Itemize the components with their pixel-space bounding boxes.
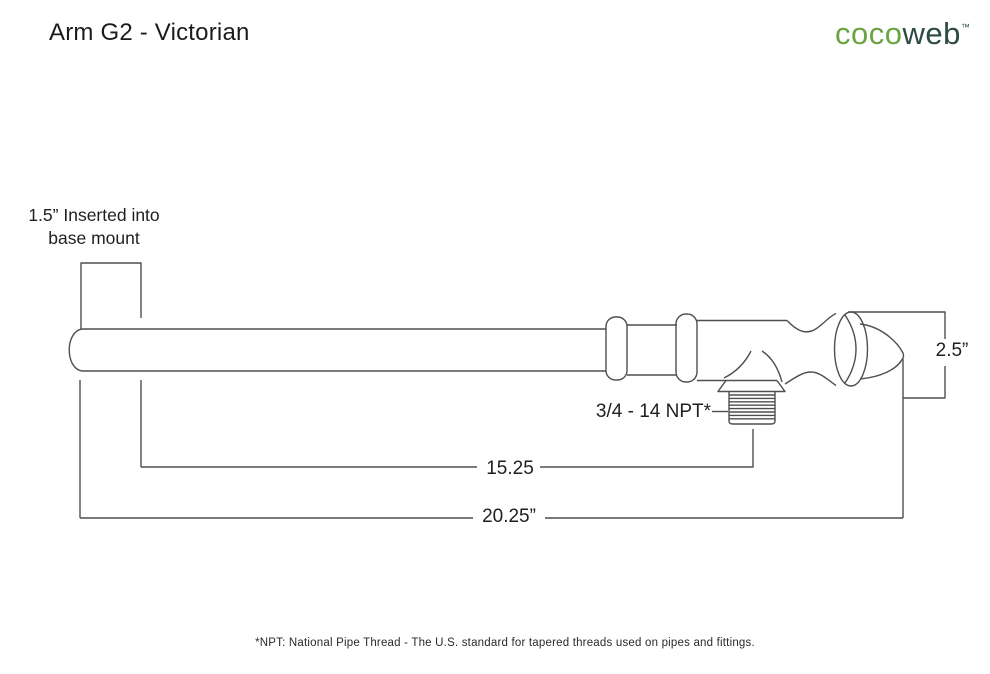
coupling-ring-left (606, 317, 627, 380)
finial-waist-top (787, 314, 836, 332)
pipe-left-cap (69, 329, 82, 371)
brand-logo (835, 16, 970, 52)
logo-web: web (902, 16, 961, 51)
elbow-fillet-left (724, 351, 751, 378)
thread-collar (718, 381, 785, 392)
coupling-ring-right (676, 314, 697, 382)
logo-coco: coco (835, 16, 903, 51)
height-dimension-label: 2.5” (927, 340, 977, 362)
insert-note-line2: base mount (48, 228, 140, 248)
thread-lines (729, 395, 775, 419)
thread-spec-label: 3/4 - 14 NPT* (595, 401, 711, 422)
finial-ring-inner (845, 315, 856, 383)
insert-note-line1: 1.5” Inserted into (28, 205, 160, 225)
finial-waist-bottom (785, 372, 836, 386)
overall-length-label: 20.25” (473, 506, 545, 528)
npt-footnote: *NPT: National Pipe Thread - The U.S. standard for tapered threads used on pipes and fittings. (255, 637, 755, 649)
page-title: Arm G2 - Victorian (49, 19, 250, 46)
insert-dimension-note (10, 204, 178, 250)
length15-dim-right (538, 429, 753, 467)
finial-dome (860, 324, 904, 379)
finial-ring-outer (835, 312, 868, 386)
insert-dim-bracket (81, 263, 141, 329)
length-to-thread-label: 15.25 (480, 458, 540, 480)
elbow-fillet-right (762, 351, 782, 382)
logo-trademark: ™ (960, 22, 970, 32)
